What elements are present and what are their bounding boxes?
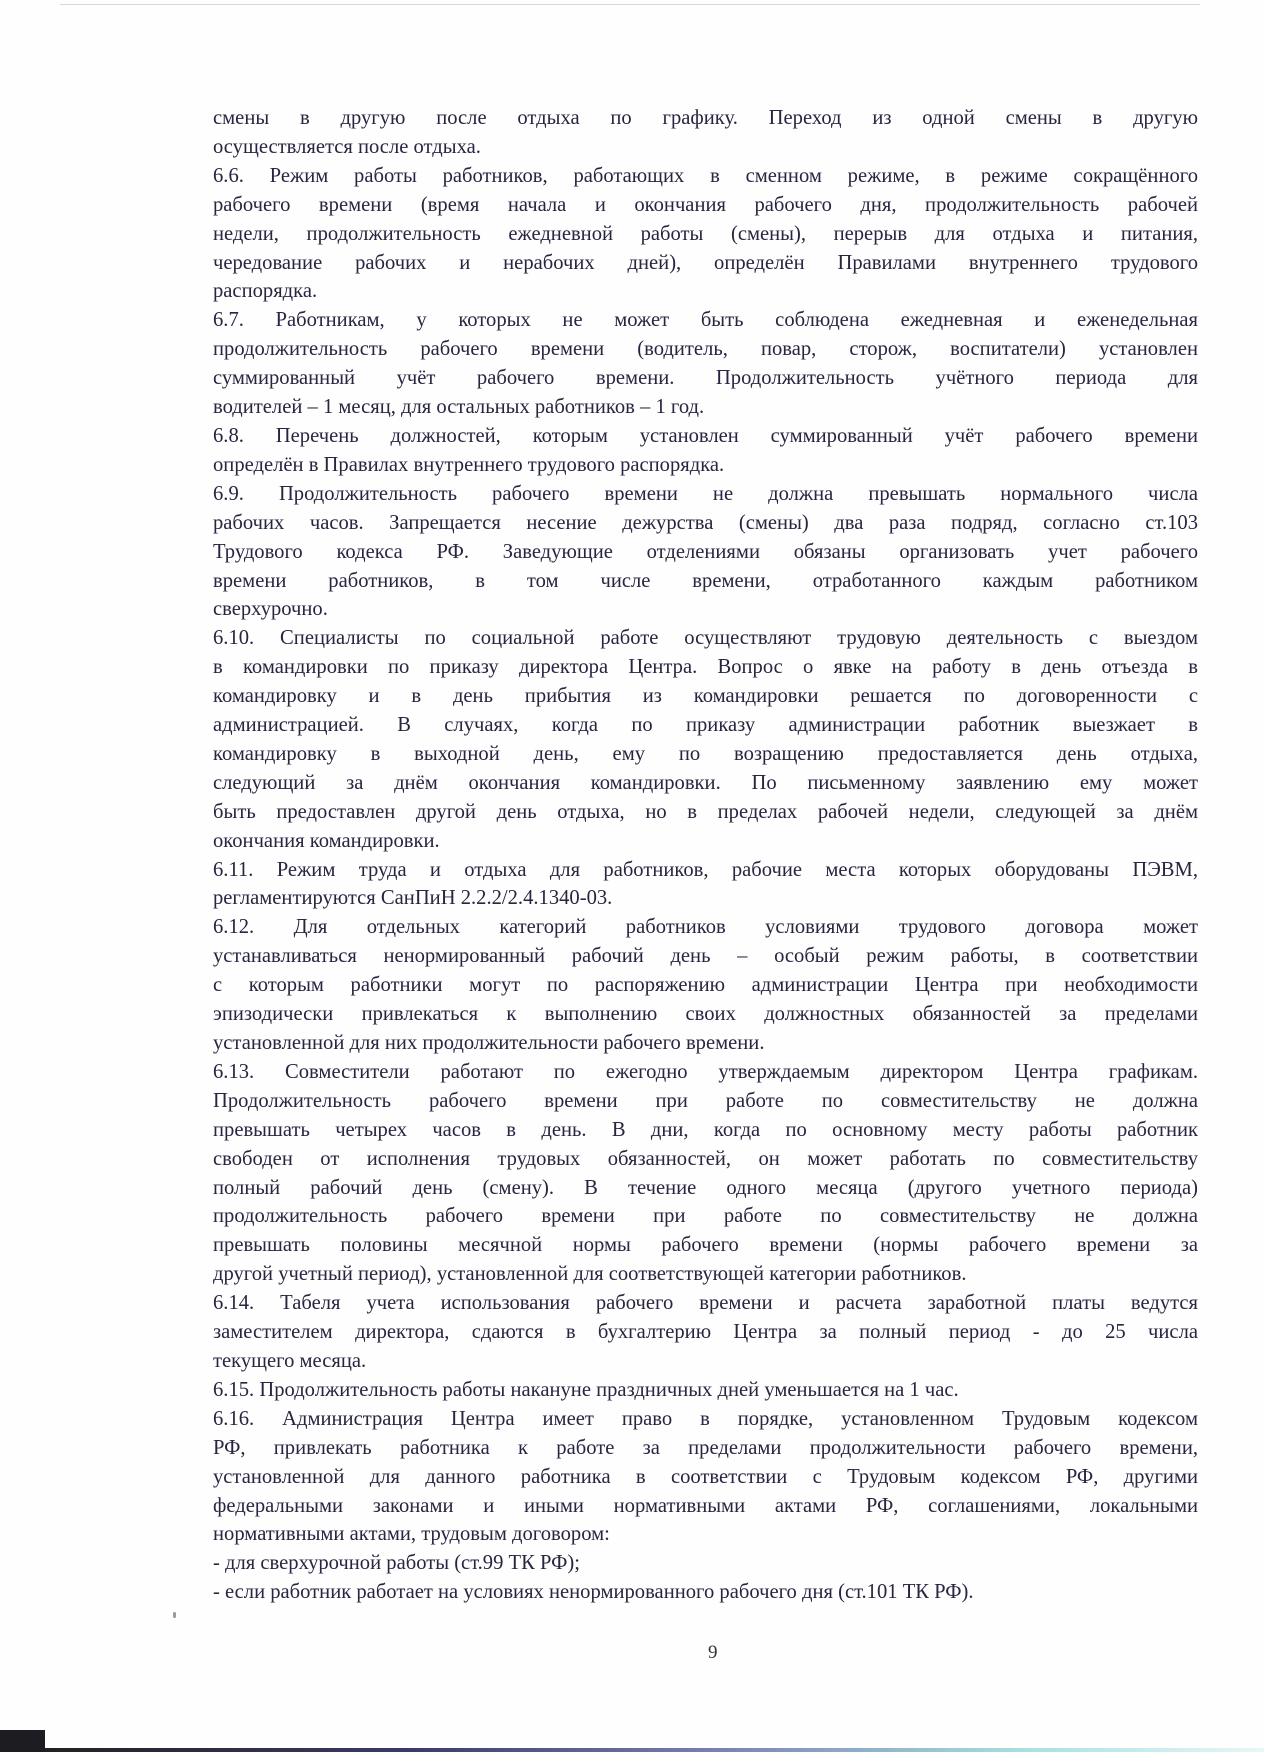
text-line: командировку и в день прибытия из командировки решается по договоренности с bbox=[213, 685, 1198, 708]
text-line: определён в Правилах внутреннего трудового распорядка. bbox=[213, 453, 725, 476]
text-line: продолжительность рабочего времени (водитель, повар, сторож, воспитатели) установлен bbox=[213, 338, 1198, 361]
text-line: смены в другую после отдыха по графику. Переход из одной смены в другую bbox=[213, 107, 1198, 129]
scan-speck bbox=[173, 1612, 176, 1618]
text-line: сверхурочно. bbox=[213, 598, 328, 621]
text-line: командировку в выходной день, ему по возращению предоставляется день отдыха, bbox=[213, 742, 1198, 765]
text-line: 6.10. Специалисты по социальной работе осуществляют трудовую деятельность с выездом bbox=[213, 627, 1198, 650]
scan-bottom-edge bbox=[45, 1748, 1264, 1752]
scan-top-edge bbox=[60, 4, 1200, 5]
text-line: эпизодически привлекаться к выполнению своих должностных обязанностей за пределами bbox=[213, 1003, 1198, 1026]
text-line: текущего месяца. bbox=[213, 1349, 367, 1372]
text-line: 6.9. Продолжительность рабочего времени не должна превышать нормального числа bbox=[213, 482, 1198, 505]
text-line: 6.14. Табеля учета использования рабочего времени и расчета заработной платы ведутся bbox=[213, 1292, 1198, 1315]
text-line: администрацией. В случаях, когда по приказу администрации работник выезжает в bbox=[213, 714, 1198, 737]
text-line: регламентируются СанПиН 2.2.2/2.4.1340-03. bbox=[213, 887, 613, 910]
text-line: свободен от исполнения трудовых обязанностей, он может работать по совместительству bbox=[213, 1147, 1198, 1170]
text-line: следующий за днём окончания командировки. По письменному заявлению ему может bbox=[213, 771, 1198, 794]
text-line: 6.16. Администрация Центра имеет право в порядке, установленном Трудовым кодексом bbox=[213, 1407, 1198, 1430]
text-line: 6.8. Перечень должностей, которым установлен суммированный учёт рабочего времени bbox=[213, 424, 1198, 447]
text-line: распорядка. bbox=[213, 280, 318, 303]
text-line: Продолжительность рабочего времени при работе по совместительству не должна bbox=[213, 1089, 1198, 1112]
text-line: установленной для них продолжительности рабочего времени. bbox=[213, 1032, 765, 1054]
page-number: 9 bbox=[708, 1642, 718, 1663]
text-line: чередование рабочих и нерабочих дней), определён Правилами внутреннего трудового bbox=[213, 251, 1198, 274]
text-line: рабочих часов. Запрещается несение дежурства (смены) два раза подряд, согласно ст.103 bbox=[213, 511, 1198, 534]
text-line: с которым работники могут по распоряжению администрации Центра при необходимости bbox=[213, 974, 1198, 997]
scan-corner-artifact bbox=[0, 1730, 45, 1752]
text-line: в командировки по приказу директора Центра. Вопрос о явке на работу в день отъезда в bbox=[213, 656, 1198, 679]
text-line: водителей – 1 месяц, для остальных работников – 1 год. bbox=[213, 396, 705, 419]
text-line: 6.13. Совместители работают по ежегодно утверждаемым директором Центра графикам. bbox=[213, 1060, 1198, 1083]
text-line: РФ, привлекать работника к работе за пределами продолжительности рабочего времени, bbox=[213, 1436, 1198, 1459]
text-line: 6.6. Режим работы работников, работающих в сменном режиме, в режиме сокращённого bbox=[213, 164, 1198, 187]
text-line: устанавливаться ненормированный рабочий день – особый режим работы, в соответствии bbox=[213, 945, 1198, 968]
text-line: осуществляется после отдыха. bbox=[213, 135, 481, 158]
text-line: времени работников, в том числе времени, отработанного каждым работником bbox=[213, 569, 1198, 592]
document-body bbox=[213, 104, 1198, 1607]
text-line: недели, продолжительность ежедневной работы (смены), перерыв для отдыха и питания, bbox=[213, 222, 1198, 245]
text-line: суммированный учёт рабочего времени. Продолжительность учётного периода для bbox=[213, 367, 1198, 390]
text-line: федеральными законами и иными нормативными актами РФ, соглашениями, локальными bbox=[213, 1494, 1198, 1517]
text-line: - если работник работает на условиях ненормированного рабочего дня (ст.101 ТК РФ). bbox=[213, 1581, 974, 1604]
text-line: установленной для данного работника в соответствии с Трудовым кодексом РФ, другими bbox=[213, 1465, 1198, 1488]
text-line: быть предоставлен другой день отдыха, но в пределах рабочей недели, следующей за днём bbox=[213, 800, 1198, 823]
text-line: превышать четырех часов в день. В дни, когда по основному месту работы работник bbox=[213, 1118, 1198, 1141]
text-line: 6.7. Работникам, у которых не может быть соблюдена ежедневная и еженедельная bbox=[213, 309, 1198, 332]
text-line: заместителем директора, сдаются в бухгалтерию Центра за полный период - до 25 числа bbox=[213, 1321, 1198, 1344]
text-line: 6.11. Режим труда и отдыха для работников, рабочие места которых оборудованы ПЭВМ, bbox=[213, 858, 1198, 881]
text-line: Трудового кодекса РФ. Заведующие отделениями обязаны организовать учет рабочего bbox=[213, 540, 1198, 563]
text-line: продолжительность рабочего времени при работе по совместительству не должна bbox=[213, 1205, 1198, 1228]
text-line: рабочего времени (время начала и окончания рабочего дня, продолжительность рабочей bbox=[213, 193, 1198, 216]
text-line: 6.12. Для отдельных категорий работников условиями трудового договора может bbox=[213, 916, 1198, 939]
text-line: полный рабочий день (смену). В течение одного месяца (другого учетного периода) bbox=[213, 1176, 1198, 1199]
text-line: нормативными актами, трудовым договором: bbox=[213, 1523, 610, 1546]
text-line: превышать половины месячной нормы рабочего времени (нормы рабочего времени за bbox=[213, 1234, 1198, 1257]
text-line: 6.15. Продолжительность работы накануне праздничных дней уменьшается на 1 час. bbox=[213, 1378, 959, 1401]
text-line: - для сверхурочной работы (ст.99 ТК РФ); bbox=[213, 1552, 580, 1575]
text-line: другой учетный период), установленной для соответствующей категории работников. bbox=[213, 1263, 967, 1286]
text-line: окончания командировки. bbox=[213, 829, 440, 852]
